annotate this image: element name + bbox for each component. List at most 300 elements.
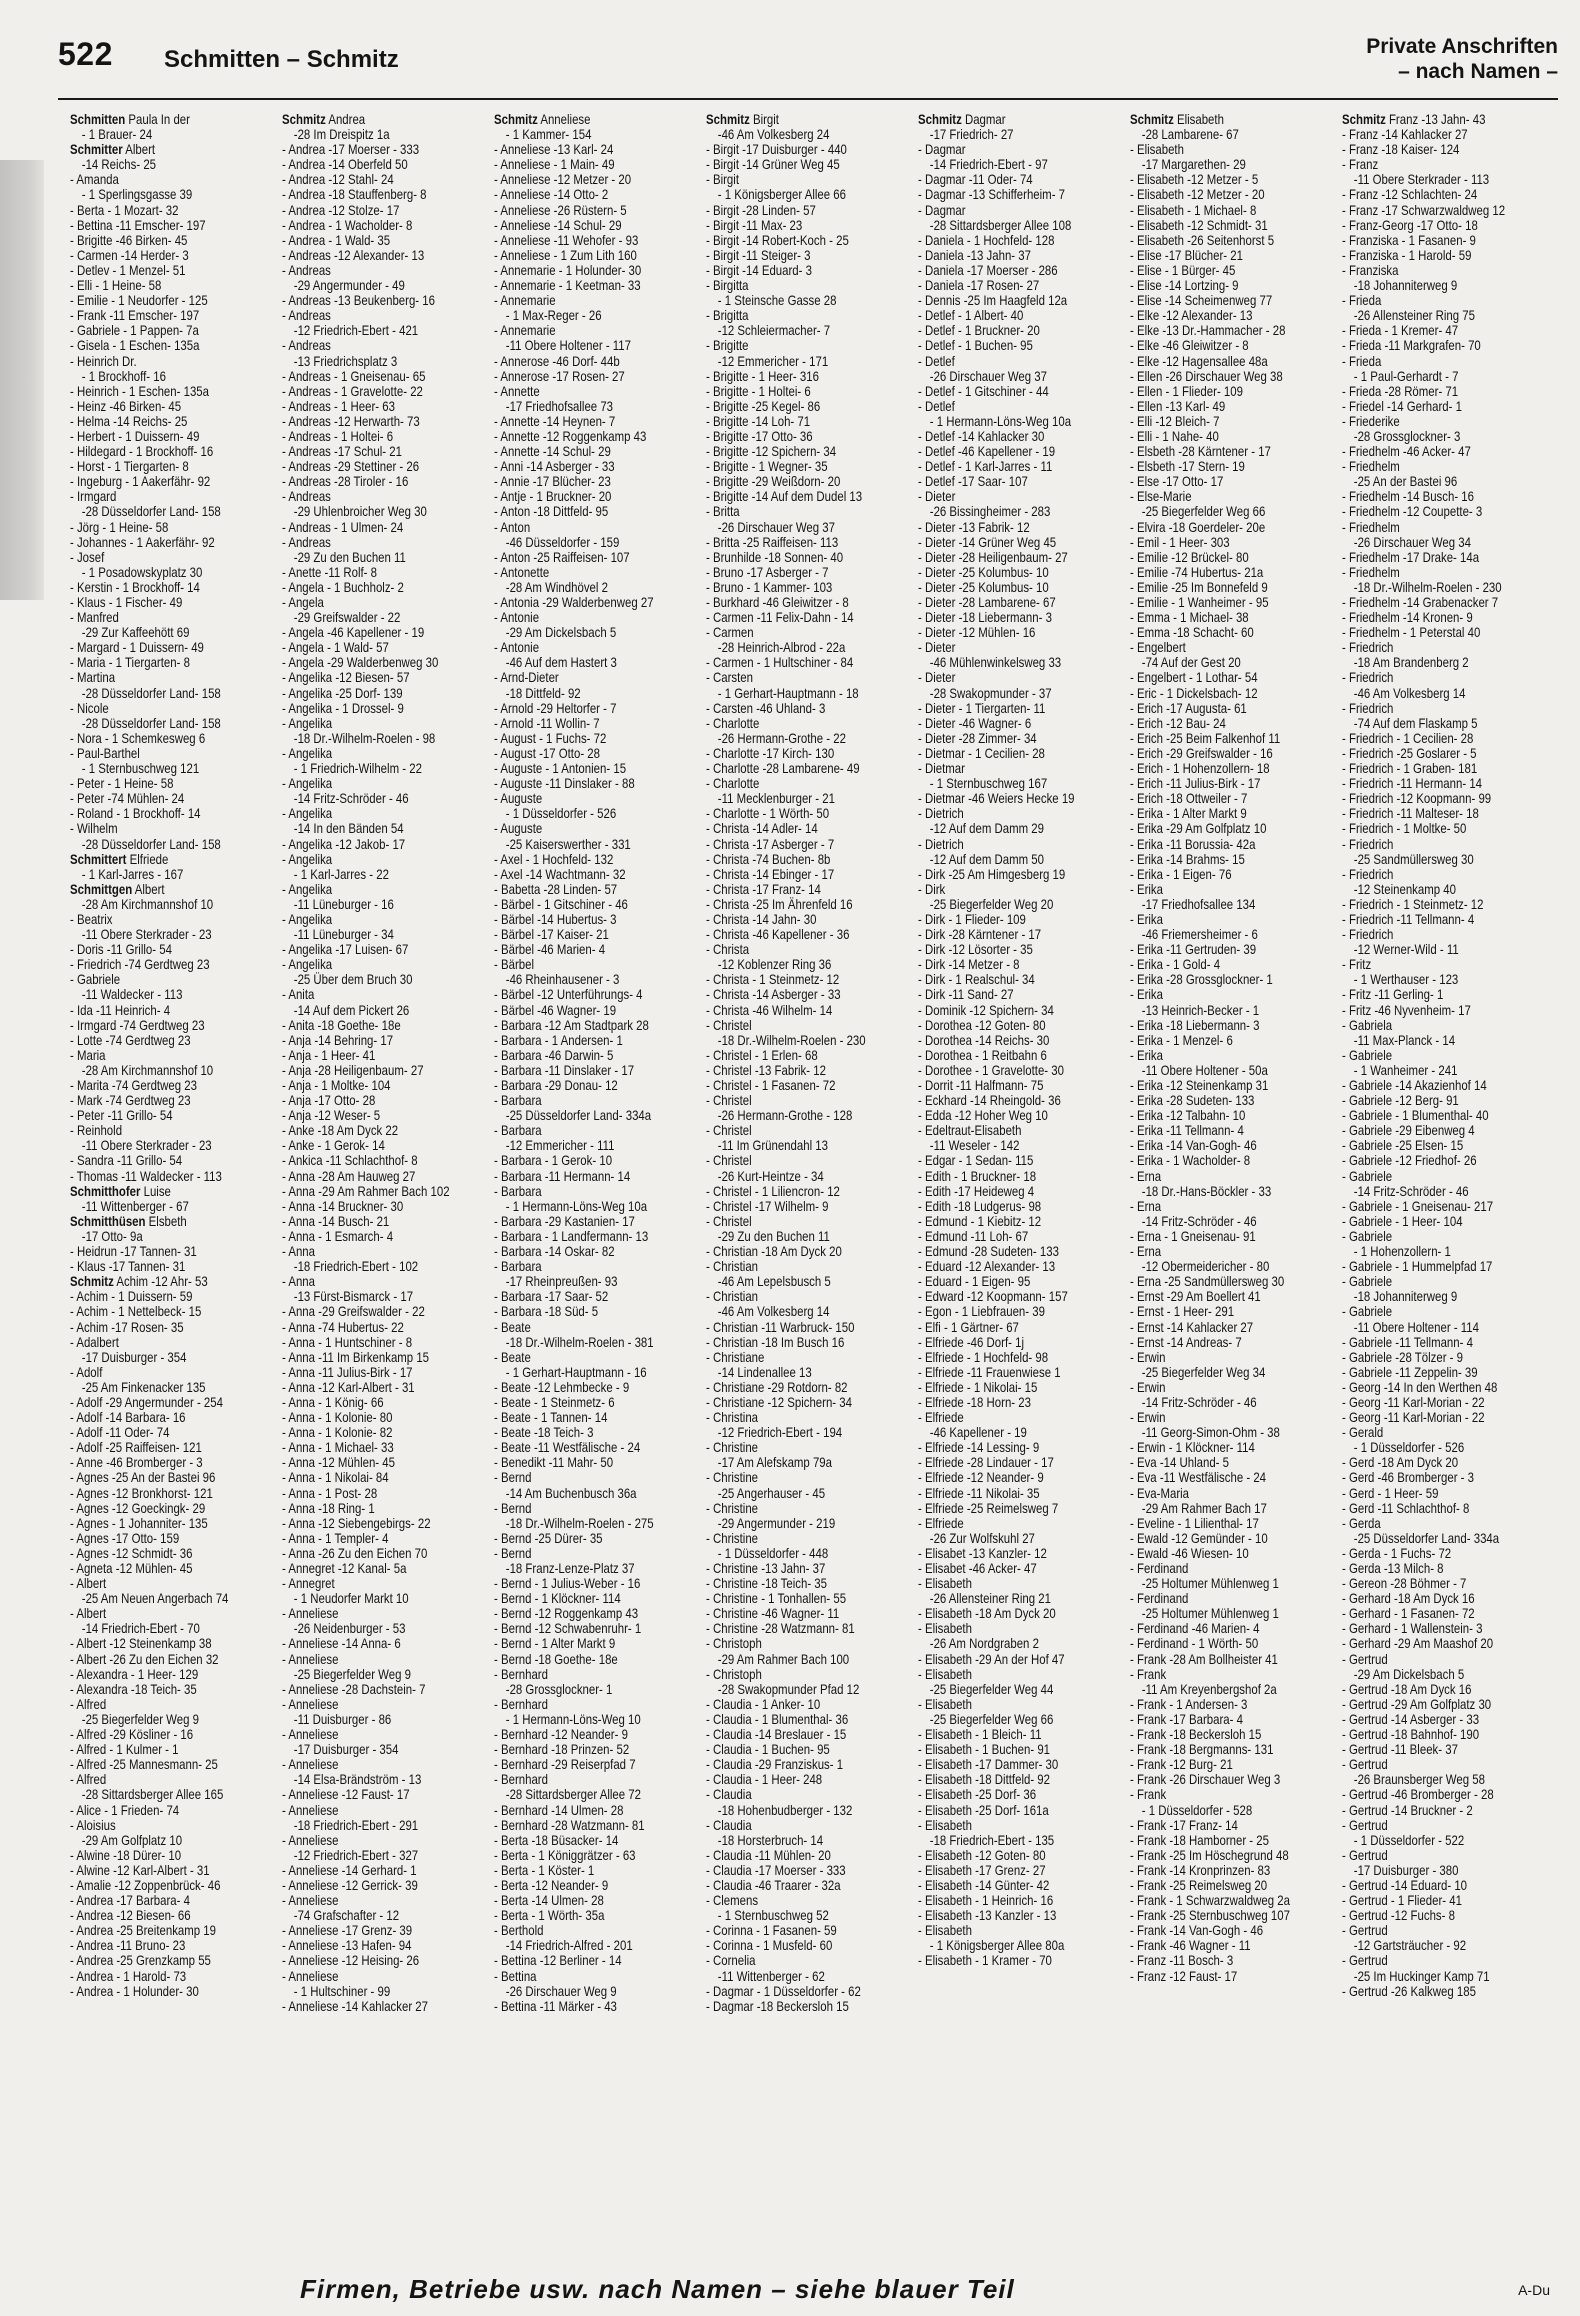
directory-entry — [1342, 142, 1517, 157]
entry-text: - Brigitte - 1 Holtei- 6 — [706, 383, 811, 399]
directory-entry — [1342, 1169, 1517, 1184]
entry-text: -25 Sandmüllersweg 30 — [1353, 851, 1474, 867]
directory-entry — [70, 957, 245, 972]
entry-text: -25 Am Finkenacker 135 — [81, 1379, 206, 1395]
entry-text: - Gertrud -26 Kalkweg 185 — [1342, 1983, 1476, 1999]
entry-text: - Elli -12 Bleich- 7 — [1130, 413, 1220, 429]
entry-text: - Anna -28 Am Hauweg 27 — [282, 1168, 416, 1184]
entry-text: - Frank -17 Franz- 14 — [1130, 1817, 1238, 1833]
directory-entry — [918, 1320, 1093, 1335]
directory-entry — [494, 1667, 669, 1682]
entry-text: - Ida -11 Heinrich- 4 — [70, 1002, 171, 1018]
entry-address-line — [1342, 1531, 1517, 1546]
entry-text: - Erich -25 Beim Falkenhof 11 — [1130, 730, 1281, 746]
entry-text: - Anna -14 Busch- 21 — [282, 1213, 390, 1229]
page-footer — [0, 2274, 1580, 2306]
directory-entry — [1342, 776, 1517, 791]
entry-address-line — [1130, 1395, 1305, 1410]
directory-entry — [918, 112, 1093, 127]
entry-text: - Birgit -11 Steiger- 3 — [706, 247, 811, 263]
entry-text: -46 Mühlenwinkelsweg 33 — [929, 655, 1062, 671]
entry-text: - Brigitte -29 Weißdorn- 20 — [706, 474, 841, 490]
entry-text: - Birgit -17 Duisburger - 440 — [706, 142, 847, 158]
directory-entry — [70, 1682, 245, 1697]
entry-text: - Elisabeth - 1 Kramer - 70 — [918, 1953, 1052, 1969]
entry-address-line — [1130, 1803, 1305, 1818]
entry-text: - Dorothea -14 Reichs- 30 — [918, 1032, 1050, 1048]
entry-address-line — [494, 1682, 669, 1697]
entry-address-line — [70, 897, 245, 912]
entry-text: - Irmgard — [70, 489, 117, 505]
directory-entry — [282, 384, 457, 399]
directory-entry — [1130, 535, 1305, 550]
directory-entry — [706, 1501, 881, 1516]
directory-entry — [494, 1033, 669, 1048]
entry-text: - Anton — [494, 519, 531, 535]
entry-text: - Bernd — [494, 1500, 532, 1516]
entry-text: - Bärbel -14 Hubertus- 3 — [494, 911, 617, 927]
entry-text: - Barbara — [494, 1259, 542, 1275]
entry-text: - Dietrich — [918, 806, 964, 822]
entry-address-line — [282, 821, 457, 836]
entry-text: - 1 Max-Reger - 26 — [505, 308, 602, 324]
directory-entry — [70, 1984, 245, 1999]
directory-entry — [494, 565, 669, 580]
directory-entry — [282, 187, 457, 202]
entry-text: - Elfi - 1 Gärtner- 67 — [918, 1319, 1019, 1335]
directory-entry — [282, 1033, 457, 1048]
entry-address-line — [494, 535, 669, 550]
entry-text: - Erika -18 Liebermann- 3 — [1130, 1017, 1260, 1033]
entry-address-line — [282, 1289, 457, 1304]
entry-text: - Dieter -12 Mühlen- 16 — [918, 625, 1036, 641]
entry-text: - Manfred — [70, 610, 119, 626]
entry-text: - Frank -25 Im Höschegrund 48 — [1130, 1847, 1289, 1863]
entry-text: -26 Hermann-Grothe - 128 — [717, 1108, 853, 1124]
directory-entry — [1130, 791, 1305, 806]
directory-entry — [918, 489, 1093, 504]
directory-entry — [706, 399, 881, 414]
directory-entry — [1342, 595, 1517, 610]
entry-text: - Andrea -12 Biesen- 66 — [70, 1908, 191, 1924]
entry-address-line — [494, 1787, 669, 1802]
directory-entry — [1130, 1742, 1305, 1757]
directory-entry — [706, 1093, 881, 1108]
entry-text: -11 Lüneburger - 16 — [293, 896, 394, 912]
directory-entry — [918, 1123, 1093, 1138]
entry-text: - Friedhelm -14 Busch- 16 — [1342, 489, 1475, 505]
directory-entry — [706, 1531, 881, 1546]
entry-text: - Barbara — [494, 1093, 542, 1109]
directory-entry — [918, 1516, 1093, 1531]
entry-address-line — [1342, 1244, 1517, 1259]
entry-text: - Gertrud — [1342, 1953, 1388, 1969]
entry-text: - Daniela -17 Rosen- 27 — [918, 278, 1040, 294]
entry-address-line — [706, 1908, 881, 1923]
entry-text: -25 Holtumer Mühlenweg 1 — [1141, 1576, 1279, 1592]
entry-address-line — [70, 837, 245, 852]
directory-entry — [918, 520, 1093, 535]
directory-entry — [70, 1289, 245, 1304]
entry-text: - Alfred — [70, 1772, 107, 1788]
entry-address-line — [706, 1108, 881, 1123]
entry-text: - Maria - 1 Tiergarten- 8 — [70, 655, 190, 671]
entry-text: - Andrea -17 Moerser - 333 — [282, 142, 420, 158]
directory-entry — [918, 1908, 1093, 1923]
directory-entry — [918, 1923, 1093, 1938]
entry-text: - Gabriele -29 Eibenweg 4 — [1342, 1123, 1475, 1139]
entry-text: - Anneliese — [282, 1651, 339, 1667]
directory-entry — [1342, 1410, 1517, 1425]
entry-text: - 1 Brockhoff- 16 — [81, 368, 166, 384]
entry-text: - Erna - 1 Gneisenau- 91 — [1130, 1228, 1256, 1244]
entry-text: - Gisela - 1 Eschen- 135a — [70, 338, 200, 354]
directory-entry — [494, 1969, 669, 1984]
entry-text: - 1 Düsseldorfer - 526 — [1353, 1440, 1465, 1456]
directory-entry — [282, 776, 457, 791]
directory-entry — [70, 1697, 245, 1712]
directory-entry — [494, 218, 669, 233]
directory-entry — [918, 1108, 1093, 1123]
directory-entry — [1130, 957, 1305, 972]
directory-entry — [282, 1923, 457, 1938]
directory-entry — [706, 897, 881, 912]
directory-entry — [918, 1953, 1093, 1968]
directory-column — [918, 112, 1126, 2262]
directory-entry — [70, 1546, 245, 1561]
entry-text: - Brigitte -25 Kegel- 86 — [706, 398, 821, 414]
entry-text: - Charlotte - 1 Wörth- 50 — [706, 806, 830, 822]
directory-entry — [494, 1848, 669, 1863]
entry-text: - Brunhilde -18 Sonnen- 40 — [706, 549, 844, 565]
directory-entry — [918, 248, 1093, 263]
entry-address-line — [1130, 504, 1305, 519]
directory-entry — [70, 354, 245, 369]
entry-text: - Friedrich -11 Tellmann- 4 — [1342, 911, 1475, 927]
entry-text: -28 Grossglockner- 3 — [1353, 428, 1461, 444]
entry-address-line — [1130, 1576, 1305, 1591]
entry-text: - Elisabeth -13 Kanzler - 13 — [918, 1908, 1057, 1924]
directory-entry — [494, 1455, 669, 1470]
entry-text: - Christel — [706, 1017, 752, 1033]
directory-entry — [706, 610, 881, 625]
directory-entry — [282, 670, 457, 685]
entry-text: - Elise -17 Blücher- 21 — [1130, 247, 1243, 263]
entry-text: - Antonie — [494, 610, 540, 626]
entry-address-line — [1342, 1833, 1517, 1848]
entry-text: -25 Biegerfelder Weg 9 — [81, 1711, 199, 1727]
directory-entry — [1342, 670, 1517, 685]
entry-text: - Achim - 1 Nettelbeck- 15 — [70, 1304, 202, 1320]
entry-text: - Elfriede — [918, 1410, 964, 1426]
directory-entry — [918, 1787, 1093, 1802]
directory-entry — [706, 112, 881, 127]
directory-entry — [706, 1984, 881, 1999]
entry-text: - Christine - 1 Tonhallen- 55 — [706, 1591, 847, 1607]
directory-entry — [282, 1938, 457, 1953]
entry-text: - Angelika — [282, 881, 333, 897]
entry-text: -29 Am Golfplatz 10 — [81, 1832, 183, 1848]
directory-entry — [1342, 821, 1517, 836]
entry-address-line — [918, 1682, 1093, 1697]
directory-column — [494, 112, 702, 2262]
directory-entry — [282, 338, 457, 353]
entry-text: - Auguste — [494, 791, 543, 807]
directory-entry — [706, 1018, 881, 1033]
entry-address-line — [1130, 1003, 1305, 1018]
directory-entry — [282, 1727, 457, 1742]
directory-entry — [494, 1606, 669, 1621]
entry-text: - Dagmar -11 Oder- 74 — [918, 172, 1033, 188]
directory-entry — [494, 444, 669, 459]
entry-text: - Alfred — [70, 1696, 107, 1712]
directory-entry — [1130, 1727, 1305, 1742]
entry-text: -18 Dr.-Wilhelm-Roelen - 275 — [505, 1515, 654, 1531]
entry-address-line — [282, 278, 457, 293]
entry-text: - Annemarie — [494, 323, 556, 339]
directory-entry — [494, 1878, 669, 1893]
entry-text: - Christine — [706, 1530, 759, 1546]
entry-text: - Claudia — [706, 1787, 752, 1803]
directory-entry — [1130, 354, 1305, 369]
entry-text: - Christina — [706, 1410, 759, 1426]
directory-entry — [706, 625, 881, 640]
entry-text: - Gabriele -12 Friedhof- 26 — [1342, 1153, 1477, 1169]
entry-text: - Frank -12 Burg- 21 — [1130, 1757, 1233, 1773]
entry-text: - Angelika — [282, 745, 333, 761]
entry-text: - Bernd - 1 Julius-Weber - 16 — [494, 1576, 641, 1592]
entry-text: - Anneliese -12 Metzer - 20 — [494, 172, 632, 188]
directory-entry — [70, 248, 245, 263]
entry-text: - Erika — [1130, 987, 1163, 1003]
entry-address-line — [70, 127, 245, 142]
entry-text: - Friedhelm -14 Kronen- 9 — [1342, 610, 1473, 626]
entry-address-line — [918, 686, 1093, 701]
entry-text: - Dieter -28 Heiligenbaum- 27 — [918, 549, 1068, 565]
directory-entry — [1130, 459, 1305, 474]
directory-entry — [282, 157, 457, 172]
entry-text: - Dagmar -18 Beckersloh 15 — [706, 1998, 849, 2014]
directory-entry — [1342, 384, 1517, 399]
directory-entry — [918, 1018, 1093, 1033]
directory-entry — [494, 384, 669, 399]
directory-entry — [1342, 1893, 1517, 1908]
directory-entry — [918, 731, 1093, 746]
entry-text: - Angela - 1 Buchholz- 2 — [282, 579, 404, 595]
entry-text: - Daniela -13 Jahn- 37 — [918, 247, 1031, 263]
directory-entry — [494, 776, 669, 791]
directory-entry — [494, 912, 669, 927]
entry-text: - Berta - 1 Königgrätzer - 63 — [494, 1847, 636, 1863]
directory-entry — [1130, 1123, 1305, 1138]
directory-entry — [918, 640, 1093, 655]
directory-entry — [70, 882, 245, 897]
entry-text: - Elisabeth -18 Am Dyck 20 — [918, 1606, 1056, 1622]
directory-entry — [70, 459, 245, 474]
directory-entry — [70, 580, 245, 595]
entry-text: - Klaus -17 Tannen- 31 — [70, 1259, 186, 1275]
entry-text: -25 Kaiserswerther - 331 — [505, 836, 631, 852]
directory-entry — [70, 1123, 245, 1138]
directory-entry — [282, 1123, 457, 1138]
entry-text: - Egon - 1 Liebfrauen- 39 — [918, 1304, 1045, 1320]
entry-text: -29 Uhlenbroicher Weg 30 — [293, 504, 427, 520]
directory-entry — [706, 218, 881, 233]
directory-entry — [282, 1863, 457, 1878]
entry-text: - Angela — [282, 595, 324, 610]
entry-text: - Britta -25 Raiffeisen- 113 — [706, 534, 839, 550]
entry-text: - Brigitte -12 Spichern- 34 — [706, 444, 837, 460]
entry-text: - Gertrud -12 Fuchs- 8 — [1342, 1908, 1455, 1924]
entry-address-line — [706, 1546, 881, 1561]
directory-entry — [70, 640, 245, 655]
entry-text: - Eduard -12 Alexander- 13 — [918, 1259, 1056, 1275]
entry-text: - 1 Gerhart-Hauptmann - 18 — [717, 685, 859, 701]
directory-entry — [282, 1108, 457, 1123]
directory-entry — [1342, 1108, 1517, 1123]
entry-address-line — [282, 127, 457, 142]
directory-entry — [1130, 444, 1305, 459]
directory-entry — [282, 1380, 457, 1395]
directory-entry — [70, 670, 245, 685]
entry-address-line — [1342, 172, 1517, 187]
entry-text: - Bernd — [494, 1470, 532, 1486]
entry-text: - Ankica -11 Schlachthof- 8 — [282, 1153, 418, 1169]
entry-text: - Christiane — [706, 1349, 765, 1365]
entry-text: - Anna - 1 Kolonie- 80 — [282, 1410, 393, 1426]
directory-entry — [1342, 610, 1517, 625]
entry-address-line — [706, 1425, 881, 1440]
directory-entry — [282, 1697, 457, 1712]
directory-entry — [494, 1244, 669, 1259]
directory-entry — [70, 1938, 245, 1953]
entry-text: - Bernhard — [494, 1666, 548, 1682]
directory-entry — [1130, 218, 1305, 233]
entry-text: - Elfriede -25 Reimelsweg 7 — [918, 1500, 1059, 1516]
entry-text: - Elisabeth — [918, 1696, 972, 1712]
entry-text: - Gertrud -14 Eduard- 10 — [1342, 1877, 1468, 1893]
directory-entry — [918, 384, 1093, 399]
directory-entry — [918, 1365, 1093, 1380]
entry-text: - 1 Sternbuschweg 121 — [81, 761, 200, 777]
entry-address-line — [1342, 278, 1517, 293]
entry-text: - Elfriede -11 Frauenwiese 1 — [918, 1364, 1061, 1380]
entry-text: - Gabriele -12 Berg- 91 — [1342, 1093, 1459, 1109]
directory-entry — [282, 912, 457, 927]
directory-entry — [494, 1501, 669, 1516]
entry-text: - Andreas -13 Beukenberg- 16 — [282, 293, 435, 309]
directory-entry — [918, 354, 1093, 369]
entry-text: - Dieter -25 Kolumbus- 10 — [918, 564, 1049, 580]
entry-text: - 1 Gerhart-Hauptmann - 16 — [505, 1364, 647, 1380]
directory-entry — [282, 369, 457, 384]
directory-entry — [70, 1093, 245, 1108]
entry-text: - Annette -12 Roggenkamp 43 — [494, 428, 647, 444]
entry-text: - Angela -29 Walderbenweg 30 — [282, 655, 439, 671]
entry-address-line — [70, 987, 245, 1002]
directory-entry — [282, 535, 457, 550]
directory-entry — [706, 1244, 881, 1259]
entry-text: -11 Wittenberger - 67 — [81, 1198, 189, 1214]
directory-entry — [706, 1938, 881, 1953]
directory-entry — [282, 957, 457, 972]
entry-address-line — [1130, 1063, 1305, 1078]
directory-entry — [706, 1350, 881, 1365]
directory-entry — [706, 806, 881, 821]
entry-text: -29 Angermunder - 219 — [717, 1515, 836, 1531]
directory-entry — [1342, 1516, 1517, 1531]
entry-address-line — [706, 640, 881, 655]
entry-text: - Detlev - 1 Menzel- 51 — [70, 262, 186, 278]
directory-entry — [1342, 1878, 1517, 1893]
directory-entry — [1130, 384, 1305, 399]
directory-entry — [706, 263, 881, 278]
entry-text: - Andrea -12 Stolze- 17 — [282, 202, 400, 218]
directory-entry — [494, 293, 669, 308]
directory-entry — [282, 1953, 457, 1968]
entry-address-line — [70, 369, 245, 384]
directory-entry — [918, 670, 1093, 685]
entry-text: - Ernst - 1 Heer- 291 — [1130, 1304, 1235, 1320]
entry-text: - Anneliese — [282, 1696, 339, 1712]
directory-entry — [282, 308, 457, 323]
entry-text: - Detlef — [918, 353, 955, 369]
directory-entry — [1342, 112, 1517, 127]
directory-entry — [282, 1470, 457, 1485]
entry-text: - Anna - 1 Nikolai- 84 — [282, 1470, 389, 1486]
directory-entry — [918, 1878, 1093, 1893]
entry-text: -14 Am Buchenbusch 36a — [505, 1485, 637, 1501]
directory-entry — [70, 1757, 245, 1772]
entry-text: - Erika -11 Tellmann- 4 — [1130, 1123, 1244, 1139]
entry-address-line — [1130, 1425, 1305, 1440]
directory-entry — [70, 1636, 245, 1651]
entry-address-line — [494, 1561, 669, 1576]
entry-text: - Anneliese — [282, 1968, 339, 1984]
entry-text: - Anita -18 Goethe- 18e — [282, 1017, 401, 1033]
directory-entry — [1130, 323, 1305, 338]
entry-text: - Berta - 1 Mozart- 32 — [70, 202, 179, 218]
entry-text: - Angelika -12 Jakob- 17 — [282, 836, 406, 852]
directory-entry — [918, 882, 1093, 897]
directory-entry — [1342, 927, 1517, 942]
entry-text: - Alexandra - 1 Heer- 129 — [70, 1666, 199, 1682]
entry-text: - Bruno -17 Asberger - 7 — [706, 564, 829, 580]
directory-entry — [706, 972, 881, 987]
directory-entry — [1130, 1289, 1305, 1304]
entry-text: - Andrea -12 Stahl- 24 — [282, 172, 394, 188]
entry-text: - Anton -18 Dittfeld- 95 — [494, 504, 609, 520]
directory-entry — [494, 369, 669, 384]
entry-text: - Friedrich -11 Malteser- 18 — [1342, 806, 1479, 822]
directory-entry — [1130, 1546, 1305, 1561]
entry-text: Andrea — [328, 112, 366, 127]
entry-text: - 1 Neudorfer Markt 10 — [293, 1591, 409, 1607]
directory-entry — [1130, 1470, 1305, 1485]
entry-address-line — [70, 1591, 245, 1606]
entry-text: - Christine -46 Wagner- 11 — [706, 1606, 840, 1622]
entry-address-line — [1342, 369, 1517, 384]
page-number: 522 — [58, 36, 113, 72]
directory-entry — [1342, 1848, 1517, 1863]
directory-entry — [70, 1742, 245, 1757]
entry-text: - Christel — [706, 1213, 752, 1229]
entry-text: - Dorothee - 1 Gravelotte- 30 — [918, 1062, 1064, 1078]
entry-address-line — [494, 1516, 669, 1531]
directory-entry — [282, 1757, 457, 1772]
entry-text: - 1 Friedrich-Wilhelm - 22 — [293, 761, 422, 777]
directory-entry — [1130, 1923, 1305, 1938]
